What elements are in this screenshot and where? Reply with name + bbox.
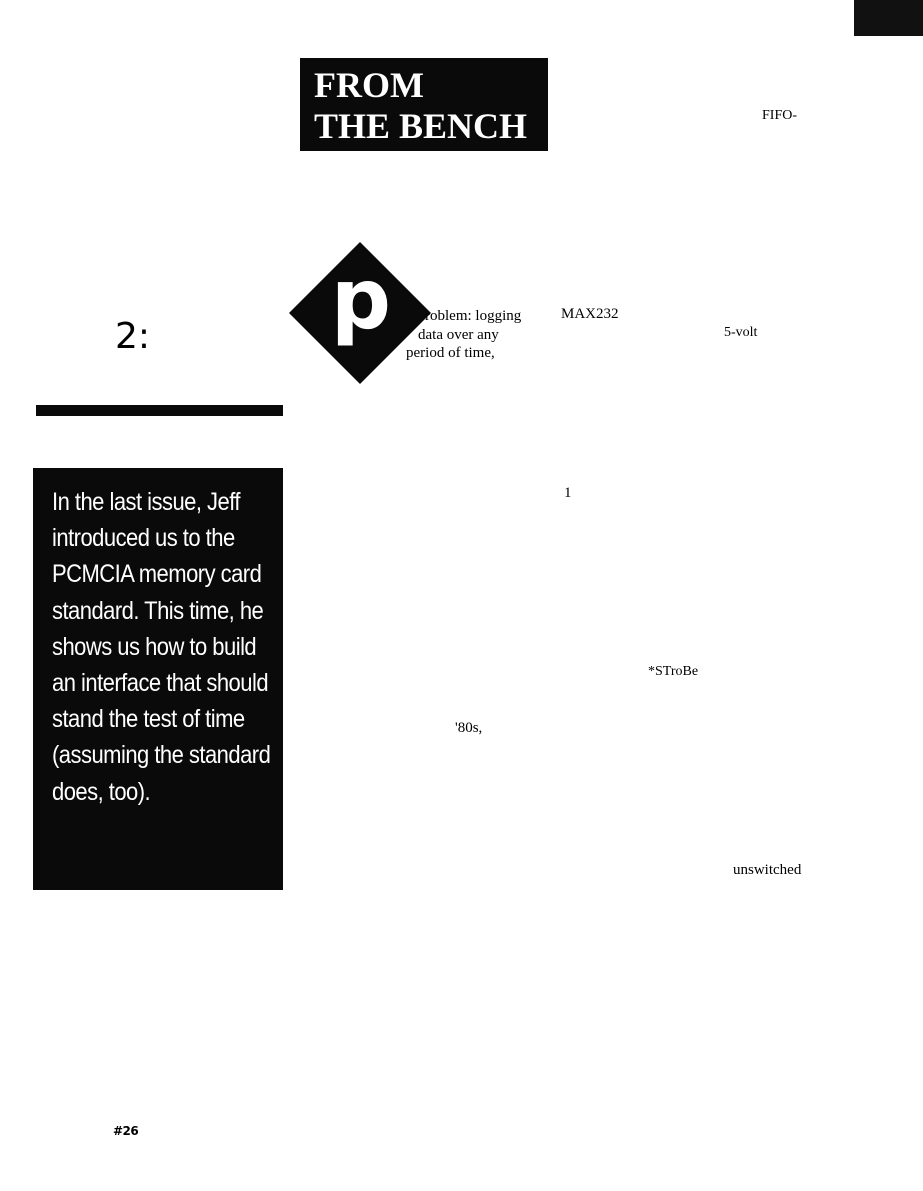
deck-text: In the last issue, Jeff introduced us to the PCMCIA memory card standard. This time, he shows us how to build an interface that should stand the test of time (assuming the standard does, too). [52,488,271,806]
section-rule [36,405,283,416]
section-title-line-1: FROM [314,65,424,105]
fragment-max232: MAX232 [561,306,619,322]
corner-scan-mark [854,0,923,36]
dropcap-letter: p [330,250,392,348]
intro-line-1: roblem: logging [425,308,522,324]
intro-line-2: data over any [418,327,499,343]
fragment-1: 1 [564,485,572,501]
fragment-fifo: FIFO- [762,108,798,123]
page-number: #26 [113,1124,139,1138]
fragment-unswitched: unswitched [733,862,802,878]
fragment-5-volt: 5-volt [724,325,758,340]
fragment-strobe: *STroBe [648,664,699,679]
deck-box [33,468,283,890]
fragment-80s: '80s, [455,720,483,736]
intro-line-3: period of time, [406,345,495,361]
article-part-number: 2: [115,316,151,357]
section-title-line-2: THE BENCH [314,106,528,146]
section-title-banner [300,58,548,151]
dropcap-diamond [289,242,431,384]
